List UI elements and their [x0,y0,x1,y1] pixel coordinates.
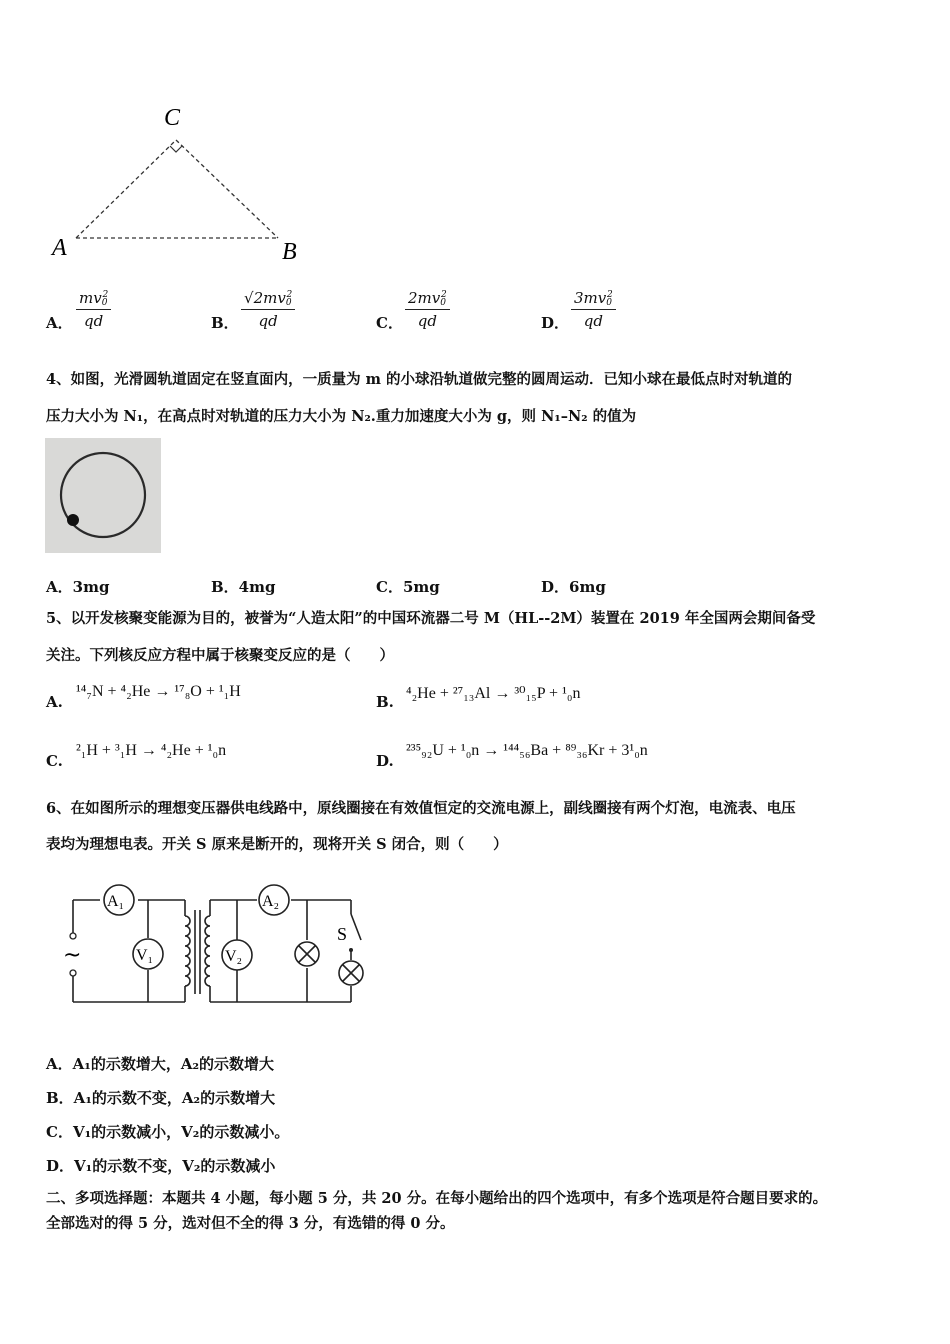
section2-heading-line2: 全部选对的得 5 分，选对但不全的得 3 分，有选错的得 0 分。 [46,1215,455,1232]
q5-option-a-label: A. [46,693,63,711]
triangle-figure [40,95,320,275]
q5-option-c-label: C. [46,752,63,770]
ammeter-a2-label: A₂ [262,893,280,910]
q5-option-b-label: B. [376,693,394,711]
q5-text-line2: 关注。下列核反应方程中属于核聚变反应的是（ ） [46,647,394,664]
transformer-circuit [55,878,385,1013]
q4-text-line1: 4、如图，光滑圆轨道固定在竖直面内，一质量为 m 的小球沿轨道做完整的圆周运动．已知小球在最低点时对轨道的 [46,371,793,388]
q3-option-a-label: A． [46,314,73,332]
q6-text-line1: 6、在如图所示的理想变压器供电线路中，原线圈接在有效值恒定的交流电源上，副线圈接有两个灯泡，电流表、电压 [46,800,796,817]
side-ac [76,140,176,238]
q4-option-c: C．5mg [376,578,440,596]
ac-source-symbol: ~ [63,943,82,968]
section2-heading-line1: 二、多项选择题：本题共 4 小题，每小题 5 分，共 20 分。在每小题给出的四个选项中，有多个选项是符合题目要求的。 [46,1190,828,1207]
label-a: A [52,235,67,261]
q3-option-b-label: B． [211,314,239,332]
lamp-1 [295,942,319,966]
q3-option-d-label: D． [541,314,570,332]
side-cb [176,140,278,238]
label-b: B [282,239,297,265]
q5-option-b-equation: ⁴₂He + ²⁷₁₃Al → ³⁰₁₅P + ¹₀n [406,685,581,702]
voltmeter-v2-label: V₂ [225,948,243,965]
switch-s-label: S [337,924,348,944]
circle-track-figure [45,438,161,553]
ball [67,514,79,526]
q3-option-c-label: C． [376,314,403,332]
q5-option-d-equation: ²³⁵₉₂U + ¹₀n → ¹⁴⁴₅₆Ba + ⁸⁹₃₆Kr + 3¹₀n [406,742,648,759]
circle-track-photo [45,438,161,553]
q3-option-a-fraction: $\frac{mv_0^2}{qd}$ [76,289,111,330]
q5-option-c-equation: ²₁H + ³₁H → ⁴₂He + ¹₀n [76,742,227,759]
q6-option-b: B．A₁的示数不变，A₂的示数增大 [46,1089,276,1107]
q5-option-d-label: D. [376,752,394,770]
right-angle-mark [170,146,182,152]
ammeter-a1-label: A₁ [107,893,125,910]
lamp-2 [339,961,363,985]
q6-option-d: D．V₁的示数不变，V₂的示数减小 [46,1157,276,1175]
q4-option-a: A．3mg [46,578,110,596]
q4-option-b: B．4mg [211,578,276,596]
q6-option-c: C．V₁的示数减小，V₂的示数减小。 [46,1123,290,1141]
q3-option-d-fraction: $\frac{3mv_0^2}{qd}$ [571,289,616,330]
label-c: C [164,105,181,131]
q5-text-line1: 5、以开发核聚变能源为目的，被誉为“人造太阳”的中国环流器二号 M（HL--2M）装置在 2019 年全国两会期间备受 [46,610,816,627]
q4-text-line2: 压力大小为 N₁，在高点时对轨道的压力大小为 N₂.重力加速度大小为 g，则 N₁–N₂ 的值为 [46,408,637,425]
q3-option-c-fraction: $\frac{2mv_0^2}{qd}$ [405,289,450,330]
q6-option-a: A．A₁的示数增大，A₂的示数增大 [46,1055,275,1073]
q3-option-b-fraction: $\frac{√2mv_0^2}{qd}$ [241,289,295,330]
q6-text-line2: 表均为理想电表。开关 S 原来是断开的，现将开关 S 闭合，则（ ） [46,836,508,853]
voltmeter-v1-label: V₁ [136,947,154,964]
q5-option-a-equation: ¹⁴₇N + ⁴₂He → ¹⁷₈O + ¹₁H [76,683,241,700]
q4-option-d: D．6mg [541,578,606,596]
